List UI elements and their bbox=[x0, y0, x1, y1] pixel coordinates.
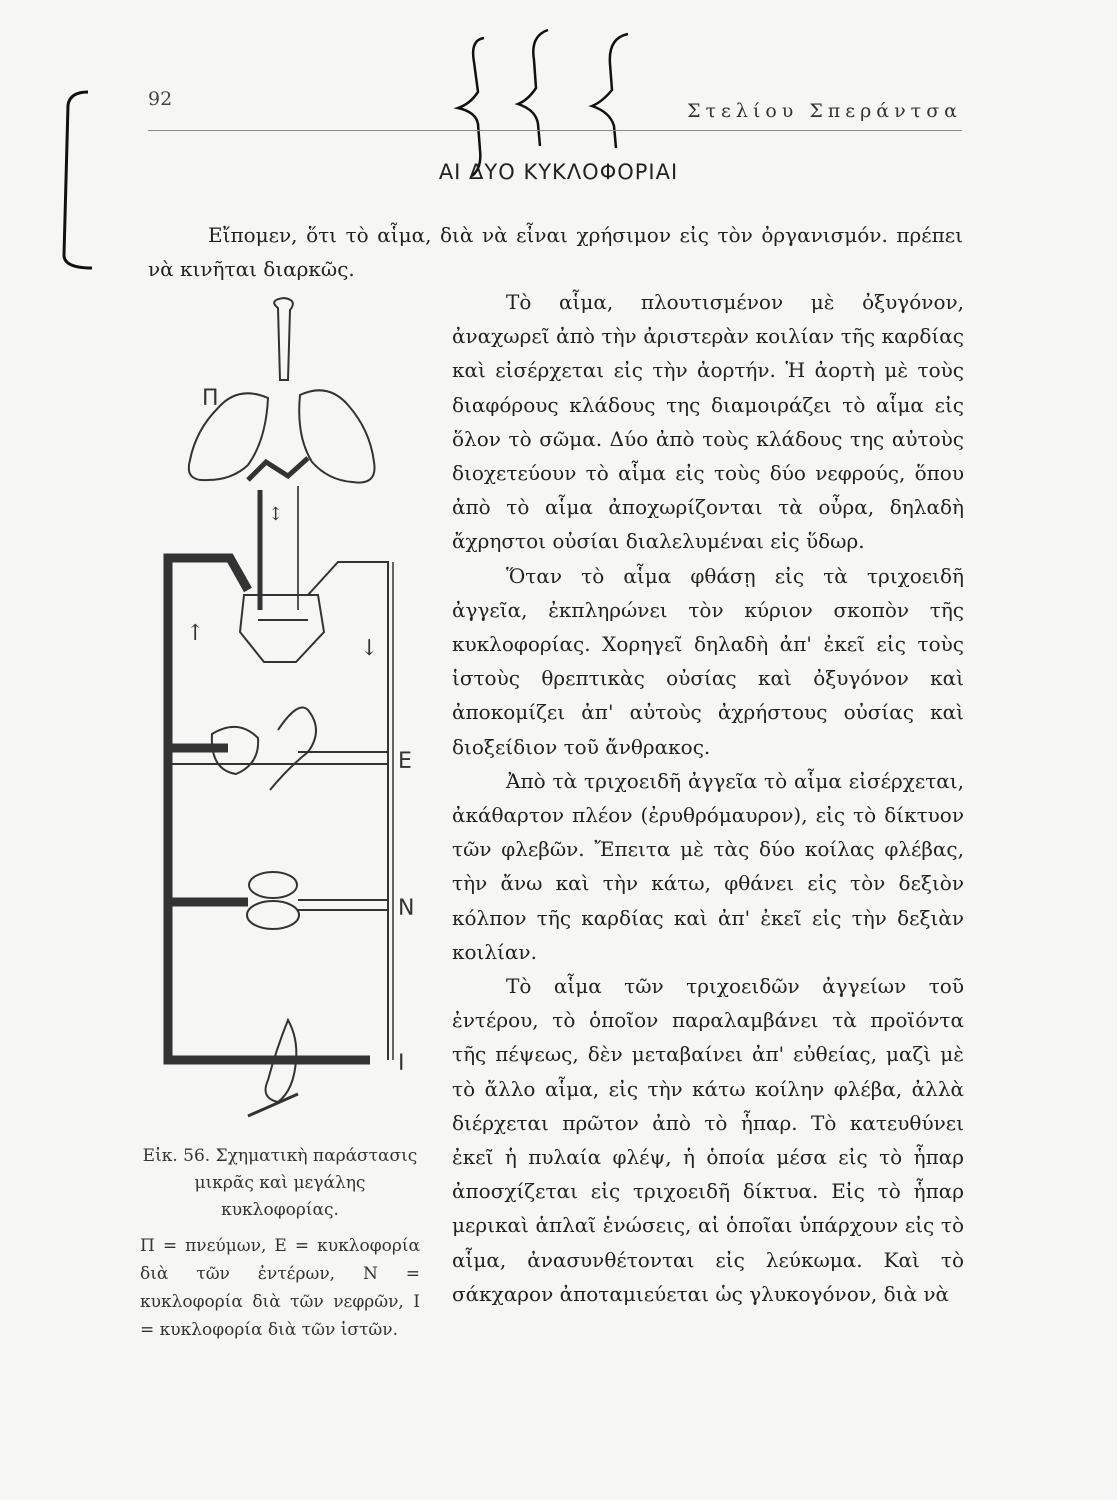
label-lungs: Π bbox=[202, 386, 219, 411]
section-title: ΑΙ ΔΥΟ ΚΥΚΛΟΦΟΡΙΑΙ bbox=[438, 160, 679, 184]
body-paragraph: Τὸ αἷμα, πλουτισμένον μὲ ὀξυγόνον, ἀναχωρεῖ ἀπὸ τὴν ἀριστερὰν κοιλίαν τῆς καρδίας καὶ εἰσέρχεται εἰς τὴν ἀορτήν. Ἡ ἀορτὴ μὲ τοὺς διαφόρους κλάδους της διαμοιράζει τὸ αἷμα εἰς ὅλον τὸ σῶμα. Δύο ἀπὸ τοὺς κλάδους της αὐτοὺς διοχετεύουν τὸ αἷμα εἰς τοὺς δύο νεφρούς, ὅπου ἀπὸ τὸ αἷμα ἀποχωρίζονται τὰ οὖρα, δηλαδὴ ἄχρηστοι οὐσίαι διαλελυμέναι εἰς ὕδωρ. bbox=[452, 290, 964, 554]
svg-text:↕: ↕ bbox=[268, 504, 284, 525]
caption-text: Εἰκ. 56. Σχηματικὴ παράστασις μικρᾶς καὶ μεγάλης κυκλοφορίας. bbox=[142, 1146, 418, 1220]
circulation-diagram bbox=[148, 290, 428, 1140]
label-kidney: Ν bbox=[398, 896, 415, 921]
svg-text:↓: ↓ bbox=[360, 636, 379, 661]
kidney-upper bbox=[249, 872, 297, 898]
figure-caption bbox=[140, 1143, 420, 1224]
trachea bbox=[274, 298, 293, 380]
body-paragraph: Ὅταν τὸ αἷμα φθάσῃ εἰς τὰ τριχοειδῆ ἀγγεῖα, ἐκπληρώνει τὸν κύριον σκοπὸν τῆς κυκλοφορίας. Χορηγεῖ δηλαδὴ ἀπ' ἐκεῖ εἰς τοὺς ἱστοὺς θρεπτικὰς οὐσίας καὶ ὀξυγόνον καὶ ἀποκομίζει ἀπ' αὐτοὺς ἀχρήστους οὐσίας καὶ διοξείδιον τοῦ ἄνθρακος. bbox=[452, 563, 964, 759]
label-tissue: Ι bbox=[398, 1051, 405, 1076]
legend-text: Π = πνεύμων, Ε = κυκλοφορία διὰ τῶν ἐντέρων, Ν = κυκλοφορία διὰ τῶν νεφρῶν, Ι = κυκλοφορία διὰ τῶν ἱστῶν. bbox=[140, 1236, 420, 1340]
header-rule bbox=[148, 130, 962, 131]
running-head: Στελίου Σπεράντσα bbox=[687, 100, 962, 122]
pulmonary-artery bbox=[248, 458, 308, 480]
circulation-figure bbox=[148, 290, 428, 1140]
pen-scribble-2 bbox=[518, 30, 548, 146]
body-paragraph: Τὸ αἷμα τῶν τριχοειδῶν ἀγγείων τοῦ ἐντέρου, τὸ ὁποῖον παραλαμβάνει τὰ προϊόντα τῆς πέψεως, δὲν μεταβαίνει ἀπ' εὐθείας, μαζὶ μὲ τὸ ἄλλο αἷμα, εἰς τὴν κάτω κοίλην φλέβα, ἀλλὰ διέρχεται πρῶτον ἀπὸ τὸ ἧπαρ. Τὸ κατευθύνει ἐκεῖ ἡ πυλαία φλέψ, ἡ ὁποία μέσα εἰς τὸ ἧπαρ ἀποσχίζεται εἰς τριχοειδῆ δίκτυα. Εἰς τὸ ἧπαρ μερικαὶ ἁπλαῖ ἑνώσεις, αἱ ὁποῖαι ὑπάρχουν εἰς τὸ αἷμα, ἀνασυνθέτονται εἰς λεύκωμα. Καὶ τὸ σάκχαρον ἀποταμιεύεται ὡς γλυκογόνον, διὰ νὰ bbox=[452, 974, 964, 1306]
intro-text: Εἴπομεν, ὅτι τὸ αἷμα, διὰ νὰ εἶναι χρήσιμον εἰς τὸν ὀργανισμόν. πρέπει νὰ κινῆται διαρκῶς. bbox=[148, 223, 963, 281]
page-number: 92 bbox=[148, 88, 173, 110]
intro-paragraph bbox=[148, 218, 963, 286]
right-lung bbox=[299, 390, 374, 482]
label-intestine: Ε bbox=[398, 749, 412, 774]
body-text-column bbox=[452, 285, 964, 1311]
svg-text:↑: ↑ bbox=[186, 621, 205, 646]
body-paragraph: Ἀπὸ τὰ τριχοειδῆ ἀγγεῖα τὸ αἷμα εἰσέρχεται, ἀκάθαρτον πλέον (ἐρυθρόμαυρον), εἰς τὸ δίκτυον τῶν φλεβῶν. Ἔπειτα μὲ τὰς δύο κοίλας φλέβας, τὴν ἄνω καὶ τὴν κάτω, φθάνει εἰς τὸν δεξιὸν κόλπον τῆς καρδίας καὶ ἀπ' ἐκεῖ εἰς τὴν δεξιὰν κοιλίαν. bbox=[452, 768, 964, 964]
kidney-lower bbox=[247, 901, 299, 929]
left-lung bbox=[189, 393, 268, 480]
heart bbox=[240, 595, 324, 662]
figure-legend bbox=[140, 1232, 420, 1344]
pen-scribble-1 bbox=[458, 38, 484, 176]
